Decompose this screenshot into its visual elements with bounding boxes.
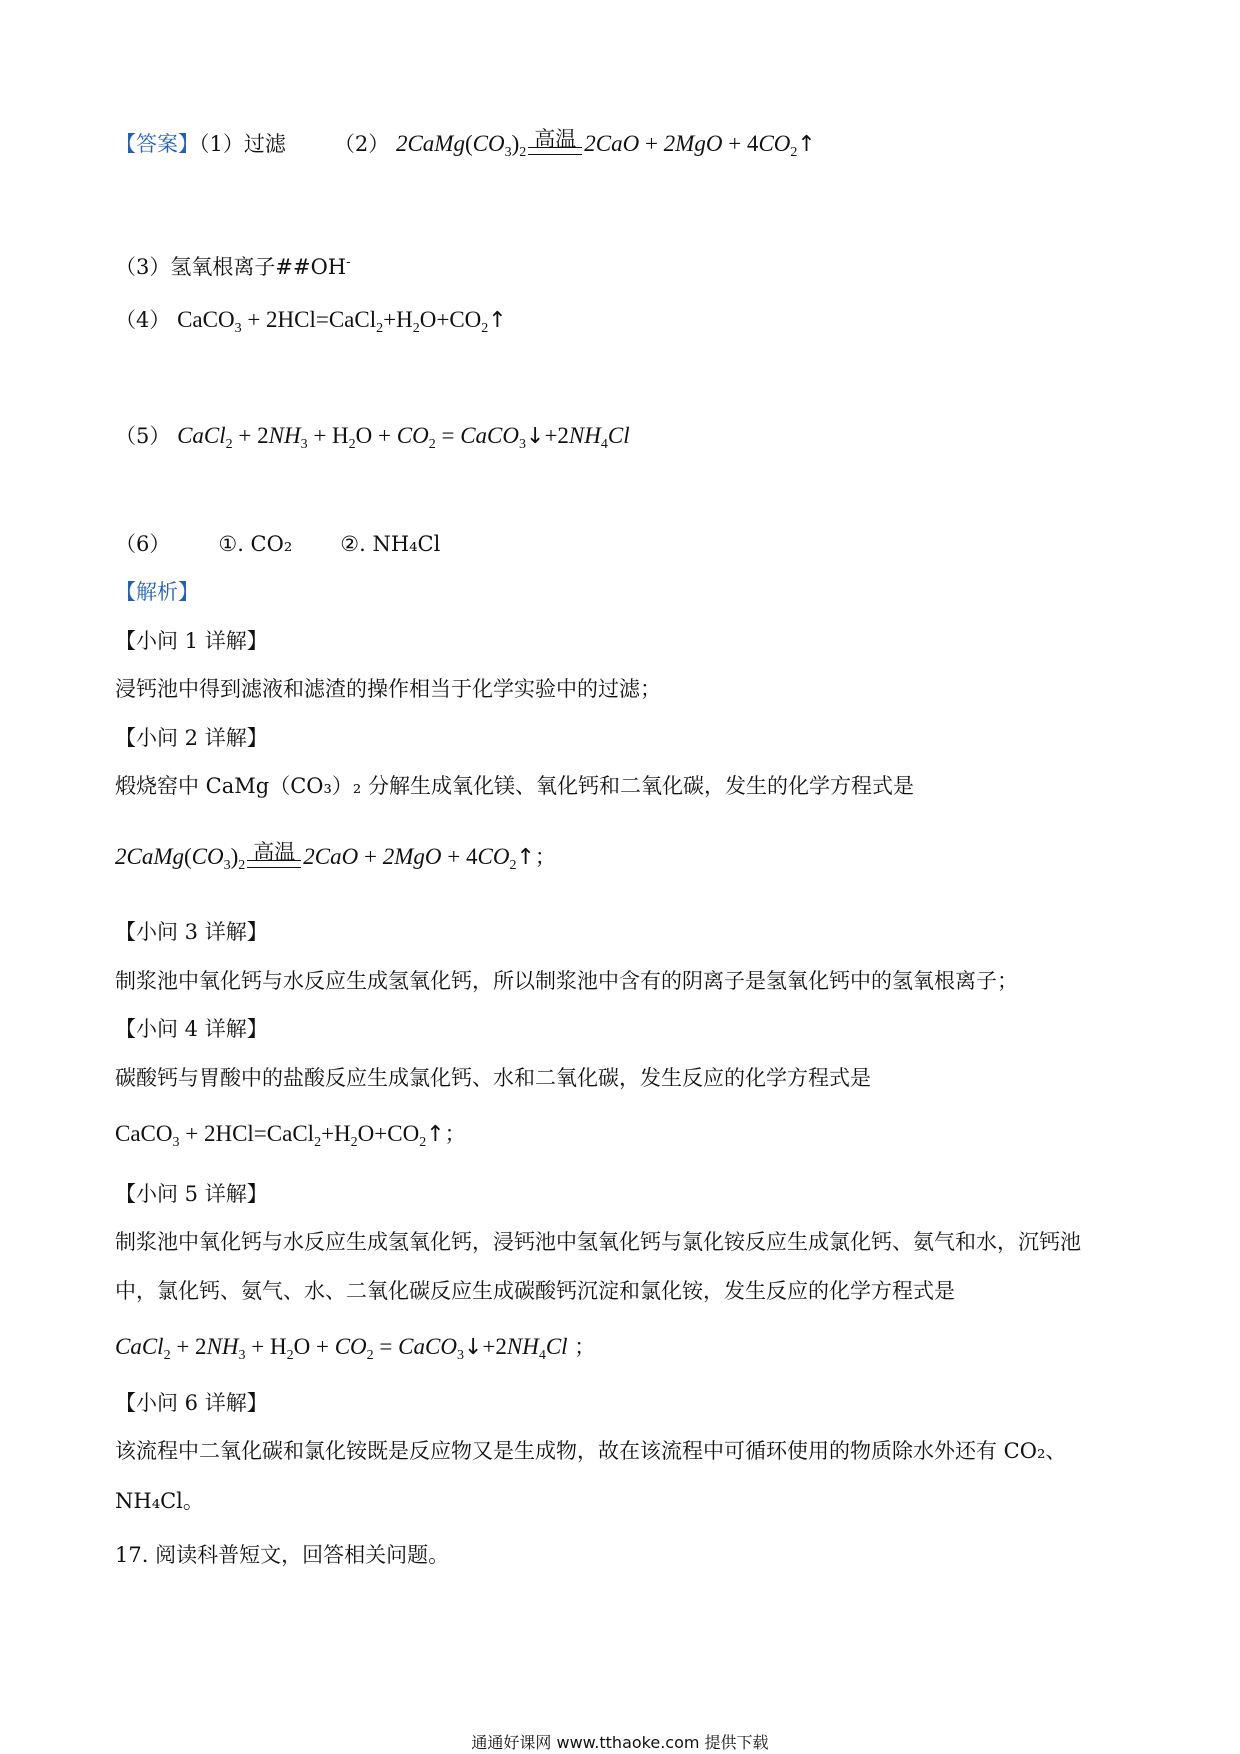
heading-1: 【小问 1 详解】 [115,629,268,653]
para-6a: 该流程中二氧化碳和氯化铵既是反应物又是生成物，故在该流程中可循环使用的物质除水外还有 CO₂、 [115,1439,1067,1463]
heading-4: 【小问 4 详解】 [115,1017,268,1041]
q6-answer-2: ②. NH₄Cl [340,532,441,556]
answer-line [115,127,816,160]
semicolon: ； [574,1335,596,1359]
q5-equation: CaCl$_2$ + $2NH_3 + H_2O + CO_2$ = $CaCO_3↓+2NH_4Cl$ [177,423,630,452]
para-2-equation: $2CaMg(CO_3)_2$ 高温 $2CaO + 2MgO + 4CO_2↑$； [115,840,556,873]
q1-number: （1） [199,132,244,156]
condition-text: 高温 [534,127,577,151]
q5-number: （5） [115,424,171,448]
para-6b: NH₄Cl。 [115,1489,204,1513]
para-3: 制浆池中氧化钙与水反应生成氢氧化钙，所以制浆池中含有的阴离子是氢氧化钙中的氢氧根离子； [115,969,1018,993]
heading-2: 【小问 2 详解】 [115,726,268,750]
q6-number: （6） [115,532,171,556]
q4-line [115,306,507,335]
heading-6: 【小问 6 详解】 [115,1391,268,1415]
q1-answer: 过滤 [243,132,286,156]
answer-tag: 【答案】 [115,132,199,156]
condition-text-2: 高温 [253,840,296,864]
next-question: 17. 阅读科普短文，回答相关问题。 [115,1543,450,1567]
heading-3: 【小问 3 详解】 [115,920,268,944]
para-5-equation: CaCl$_2$ + $2NH_3 + H_2O + CO_2$ = $CaCO_3↓+2NH_4Cl$ ； [115,1334,596,1363]
semicolon: ； [534,845,556,869]
semicolon: ； [444,1122,466,1146]
q6-answer-1: ①. CO₂ [218,532,293,556]
q2-number: （2） [333,132,390,156]
q2-equation: $2CaMg(CO_3)_2$ 高温 $2CaO + 2MgO + 4CO_2↑$ [395,127,816,160]
para-4-equation: CaCO$_3$ + $2HCl=CaCl_2+H_2O+CO_2↑$； [115,1121,466,1150]
q3-answer: 氢氧根离子##OH [170,255,347,279]
para-2: 煅烧窑中 CaMg（CO₃）₂ 分解生成氧化镁、氧化钙和二氧化碳，发生的化学方程式是 [115,774,915,798]
para-4: 碳酸钙与胃酸中的盐酸反应生成氯化钙、水和二氧化碳，发生反应的化学方程式是 [115,1066,871,1090]
q4-number: （4） [115,308,171,332]
footer-watermark: 通通好课网 www.tthaoke.com 提供下载 [471,1733,769,1752]
q6-line [115,530,440,558]
q3-number: （3） [115,255,171,279]
para-5a: 制浆池中氧化钙与水反应生成氢氧化钙，浸钙池中氢氧化钙与氯化铵反应生成氯化钙、氨气和水，沉钙池 [115,1230,1081,1254]
q5-line [115,422,630,451]
q3-charge: - [346,255,351,270]
q4-equation: CaCO$_3$ + $2HCl=CaCl_2+H_2O+CO_2↑$ [177,307,507,336]
para-5b: 中，氯化钙、氨气、水、二氧化碳反应生成碳酸钙沉淀和氯化铵，发生反应的化学方程式是 [115,1279,955,1303]
para-1: 浸钙池中得到滤液和滤渣的操作相当于化学实验中的过滤； [115,677,661,701]
heading-5: 【小问 5 详解】 [115,1182,268,1206]
analysis-tag: 【解析】 [115,580,199,604]
q3-line [115,253,351,281]
